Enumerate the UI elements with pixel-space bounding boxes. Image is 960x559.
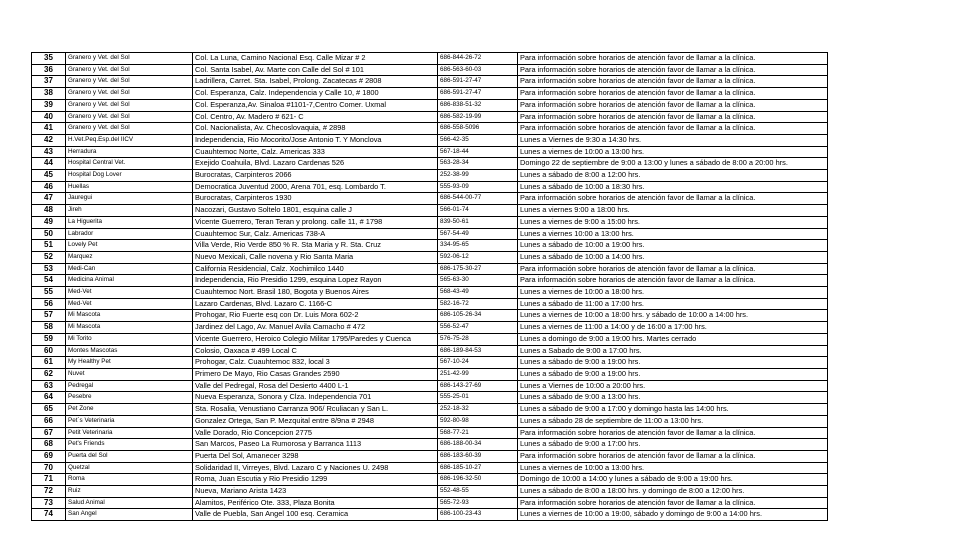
table-row	[32, 392, 828, 404]
clinic-name: Herradura	[66, 146, 193, 158]
clinic-hours: Lunes a viernes 10:00 a 13:00 hrs.	[518, 228, 828, 240]
clinic-name: Granero y Vet. del Sol	[66, 123, 193, 135]
clinic-address: Solidaridad II, Virreyes, Blvd. Lazaro C y Naciones U. 2498	[193, 462, 438, 474]
clinic-name: La Higuerita	[66, 216, 193, 228]
table-row	[32, 146, 828, 158]
table-row	[32, 275, 828, 287]
clinic-phone: 686-185-10-27	[438, 462, 518, 474]
clinic-number: 54	[32, 275, 66, 287]
clinic-hours: Lunes a Viernes de 10:00 a 20:00 hrs.	[518, 380, 828, 392]
clinic-hours: Lunes a sábado de 10:00 a 18:30 hrs.	[518, 181, 828, 193]
clinic-phone: 686-100-23-43	[438, 509, 518, 521]
clinic-phone: 555-93-09	[438, 181, 518, 193]
clinic-hours: Lunes a sábado de 9:00 a 17:00 hrs.	[518, 439, 828, 451]
table-row	[32, 170, 828, 182]
clinic-hours: Para información sobre horarios de atención favor de llamar a la clínica.	[518, 263, 828, 275]
clinic-hours: Lunes a sábado de 9:00 a 13:00 hrs.	[518, 392, 828, 404]
clinic-phone: 565-63-30	[438, 275, 518, 287]
clinic-hours: Lunes a Sabado de 9:00 a 17:00 hrs.	[518, 345, 828, 357]
clinic-name: Mi Torito	[66, 333, 193, 345]
clinic-address: Valle del Pedregal, Rosa del Desierto 4400 L-1	[193, 380, 438, 392]
table-row	[32, 450, 828, 462]
table-row	[32, 228, 828, 240]
table-row	[32, 99, 828, 111]
table-row	[32, 427, 828, 439]
clinic-name: Medi-Can	[66, 263, 193, 275]
clinic-address: Lazaro Cardenas, Blvd. Lazaro C. 1166-C	[193, 298, 438, 310]
clinic-phone: 686-582-19-99	[438, 111, 518, 123]
clinic-phone: 686-105-26-34	[438, 310, 518, 322]
table-row	[32, 240, 828, 252]
clinic-number: 55	[32, 287, 66, 299]
clinic-address: Democratica Juventud 2000, Arena 701, esq. Lombardo T.	[193, 181, 438, 193]
clinic-hours: Lunes a sábado de 10:00 a 19:00 hrs.	[518, 240, 828, 252]
clinic-phone: 251-42-99	[438, 368, 518, 380]
clinic-hours: Para información sobre horarios de atención favor de llamar a la clínica.	[518, 193, 828, 205]
clinic-name: Granero y Vet. del Sol	[66, 76, 193, 88]
clinic-number: 62	[32, 368, 66, 380]
clinic-phone: 686-188-00-34	[438, 439, 518, 451]
table-row	[32, 76, 828, 88]
clinic-hours: Para información sobre horarios de atención favor de llamar a la clínica.	[518, 64, 828, 76]
clinic-phone: 555-25-01	[438, 392, 518, 404]
clinic-hours: Para información sobre horarios de atención favor de llamar a la clínica.	[518, 497, 828, 509]
clinic-hours: Lunes a sábado de 11:00 a 17:00 hrs.	[518, 298, 828, 310]
clinic-hours: Lunes a sábado 28 de septiembre de 11:00 a 13:00 hrs.	[518, 415, 828, 427]
clinic-phone: 592-80-98	[438, 415, 518, 427]
clinic-phone: 576-75-28	[438, 333, 518, 345]
clinic-hours: Domingo de 10:00 a 14:00 y lunes a sábado de 9:00 a 19:00 hrs.	[518, 474, 828, 486]
clinic-number: 59	[32, 333, 66, 345]
clinic-address: Independencia, Rio Presidio 1299, esquina Lopez Rayon	[193, 275, 438, 287]
clinic-number: 67	[32, 427, 66, 439]
clinic-hours: Para información sobre horarios de atención favor de llamar a la clínica.	[518, 53, 828, 65]
clinic-address: Ladrillera, Carret. Sta. Isabel, Prolong. Zacatecas # 2808	[193, 76, 438, 88]
clinic-hours: Lunes a sábado de 9:00 a 19:00 hrs.	[518, 368, 828, 380]
clinic-phone: 686-183-60-39	[438, 450, 518, 462]
clinic-phone: 567-18-44	[438, 146, 518, 158]
table-row	[32, 53, 828, 65]
clinic-phone: 566-42-35	[438, 134, 518, 146]
clinic-phone: 334-95-65	[438, 240, 518, 252]
clinic-number: 69	[32, 450, 66, 462]
clinic-name: Granero y Vet. del Sol	[66, 111, 193, 123]
table-row	[32, 474, 828, 486]
clinic-hours: Lunes a sábado de 10:00 a 14:00 hrs.	[518, 251, 828, 263]
clinic-phone: 567-54-49	[438, 228, 518, 240]
clinic-phone: 552-48-55	[438, 486, 518, 498]
table-row	[32, 310, 828, 322]
clinic-hours: Para información sobre horarios de atención favor de llamar a la clínica.	[518, 123, 828, 135]
clinic-hours: Para información sobre horarios de atención favor de llamar a la clínica.	[518, 450, 828, 462]
clinic-name: Quetzal	[66, 462, 193, 474]
clinic-name: Pet's Friends	[66, 439, 193, 451]
clinic-number: 72	[32, 486, 66, 498]
clinic-address: Col. Centro, Av. Madero # 621- C	[193, 111, 438, 123]
clinic-number: 70	[32, 462, 66, 474]
clinic-address: Vicente Guerrero, Heroico Colegio Militar 1795/Paredes y Cuenca	[193, 333, 438, 345]
clinic-table	[31, 52, 828, 521]
clinic-phone: 686-591-27-47	[438, 88, 518, 100]
clinic-phone: 686-563-60-03	[438, 64, 518, 76]
clinic-number: 53	[32, 263, 66, 275]
clinic-table-container	[31, 52, 828, 521]
clinic-address: Valle Dorado, Rio Concepcion 2775	[193, 427, 438, 439]
clinic-address: Col. Esperanza, Calz. Independencia y Calle 10, # 1800	[193, 88, 438, 100]
clinic-hours: Lunes a viernes de 10:00 a 18:00 hrs. y sábado de 10:00 a 14:00 hrs.	[518, 310, 828, 322]
clinic-number: 39	[32, 99, 66, 111]
clinic-name: My Healthy Pet	[66, 357, 193, 369]
clinic-address: Villa Verde, Rio Verde 850 % R. Sta Maria y R. Sta. Cruz	[193, 240, 438, 252]
clinic-phone: 686-591-27-47	[438, 76, 518, 88]
table-row	[32, 111, 828, 123]
clinic-hours: Para información sobre horarios de atención favor de llamar a la clínica.	[518, 111, 828, 123]
clinic-name: Medicina Animal	[66, 275, 193, 287]
table-row	[32, 216, 828, 228]
table-row	[32, 298, 828, 310]
clinic-phone: 556-52-47	[438, 322, 518, 334]
table-row	[32, 193, 828, 205]
clinic-phone: 568-43-49	[438, 287, 518, 299]
clinic-number: 35	[32, 53, 66, 65]
clinic-address: Col. La Luna, Camino Nacional Esq. Calle Mizar # 2	[193, 53, 438, 65]
clinic-name: Mi Mascota	[66, 310, 193, 322]
table-row	[32, 134, 828, 146]
clinic-number: 45	[32, 170, 66, 182]
clinic-number: 52	[32, 251, 66, 263]
clinic-name: Ruiz	[66, 486, 193, 498]
table-row	[32, 462, 828, 474]
clinic-phone: 686-196-32-50	[438, 474, 518, 486]
table-row	[32, 181, 828, 193]
clinic-hours: Para información sobre horarios de atención favor de llamar a la clínica.	[518, 427, 828, 439]
clinic-number: 65	[32, 404, 66, 416]
clinic-number: 42	[32, 134, 66, 146]
clinic-number: 50	[32, 228, 66, 240]
table-row	[32, 251, 828, 263]
clinic-phone: 565-72-93	[438, 497, 518, 509]
clinic-name: Labrador	[66, 228, 193, 240]
clinic-phone: 592-06-12	[438, 251, 518, 263]
clinic-phone: 686-189-84-53	[438, 345, 518, 357]
clinic-name: Puerta del Sol	[66, 450, 193, 462]
table-row	[32, 404, 828, 416]
clinic-address: Gonzalez Ortega, San P. Mezquital entre 8/9na # 2948	[193, 415, 438, 427]
clinic-phone: 566-01-74	[438, 205, 518, 217]
clinic-name: Pet´s Veterinaria	[66, 415, 193, 427]
clinic-number: 57	[32, 310, 66, 322]
clinic-number: 68	[32, 439, 66, 451]
clinic-address: Colosio, Oaxaca # 499 Local C	[193, 345, 438, 357]
clinic-table-body	[32, 53, 828, 521]
clinic-address: Cuauhtemoc Sur, Calz. Americas 738-A	[193, 228, 438, 240]
clinic-address: Col. Nacionalista, Av. Checoslovaquia, # 2898	[193, 123, 438, 135]
clinic-phone: 686-844-26-72	[438, 53, 518, 65]
table-row	[32, 439, 828, 451]
clinic-address: Prohogar, Calz. Cuauhtemoc 832, local 3	[193, 357, 438, 369]
clinic-address: Puerta Del Sol, Amanecer 3298	[193, 450, 438, 462]
table-row	[32, 287, 828, 299]
clinic-address: Roma, Juan Escutia y Rio Presidio 1299	[193, 474, 438, 486]
clinic-name: Mi Mascota	[66, 322, 193, 334]
clinic-address: Burocratas, Carpinteros 2066	[193, 170, 438, 182]
table-row	[32, 88, 828, 100]
clinic-number: 58	[32, 322, 66, 334]
clinic-name: Pet Zone	[66, 404, 193, 416]
clinic-number: 41	[32, 123, 66, 135]
clinic-name: Nuvet	[66, 368, 193, 380]
table-row	[32, 368, 828, 380]
clinic-name: Granero y Vet. del Sol	[66, 99, 193, 111]
clinic-name: Pedregal	[66, 380, 193, 392]
clinic-hours: Lunes a sábado de 9:00 a 17:00 y domingo hasta las 14:00 hrs.	[518, 404, 828, 416]
clinic-name: Roma	[66, 474, 193, 486]
clinic-phone: 567-10-24	[438, 357, 518, 369]
clinic-name: Granero y Vet. del Sol	[66, 88, 193, 100]
clinic-address: Jardinez del Lago, Av. Manuel Avila Camacho # 472	[193, 322, 438, 334]
clinic-number: 47	[32, 193, 66, 205]
clinic-address: Sta. Rosalia, Venustiano Carranza 906/ Rculiacan y San L.	[193, 404, 438, 416]
table-row	[32, 357, 828, 369]
clinic-address: Independencia, Rio Mocorito/Jose Antonio T. Y Monclova	[193, 134, 438, 146]
table-row	[32, 497, 828, 509]
clinic-hours: Lunes a sábado de 8:00 a 18:00 hrs. y domingo de 8:00 a 12:00 hrs.	[518, 486, 828, 498]
clinic-name: Granero y Vet. del Sol	[66, 64, 193, 76]
clinic-phone: 686-544-00-77	[438, 193, 518, 205]
clinic-name: Hospital Dog Lover	[66, 170, 193, 182]
clinic-name: Med-Vet	[66, 287, 193, 299]
clinic-hours: Lunes a viernes de 10:00 a 19:00, sábado y domingo de 9:00 a 14:00 hrs.	[518, 509, 828, 521]
clinic-phone: 252-38-99	[438, 170, 518, 182]
clinic-address: Vicente Guerrero, Teran Teran y prolong. calle 11, # 1798	[193, 216, 438, 228]
clinic-address: Nueva, Mariano Arista 1423	[193, 486, 438, 498]
table-row	[32, 380, 828, 392]
clinic-number: 64	[32, 392, 66, 404]
clinic-name: Lovely Pet	[66, 240, 193, 252]
clinic-hours: Lunes a Viernes de 9:30 a 14:30 hrs.	[518, 134, 828, 146]
clinic-name: Med-Vet	[66, 298, 193, 310]
clinic-name: Huellas	[66, 181, 193, 193]
clinic-name: Marquez	[66, 251, 193, 263]
table-row	[32, 415, 828, 427]
clinic-address: San Marcos, Paseo La Rumorosa y Barranca 1113	[193, 439, 438, 451]
clinic-name: Salud Animal	[66, 497, 193, 509]
clinic-phone: 839-50-61	[438, 216, 518, 228]
clinic-number: 60	[32, 345, 66, 357]
clinic-address: Nacozari, Gustavo Soltelo 1801, esquina calle J	[193, 205, 438, 217]
clinic-name: Jauregui	[66, 193, 193, 205]
clinic-name: San Angel	[66, 509, 193, 521]
clinic-address: Cuauhtemoc Norte, Calz. Americas 333	[193, 146, 438, 158]
clinic-hours: Para información sobre horarios de atención favor de llamar a la clínica.	[518, 99, 828, 111]
clinic-phone: 568-77-21	[438, 427, 518, 439]
clinic-address: Alamitos, Periférico Ote. 333, Plaza Bonita	[193, 497, 438, 509]
clinic-name: Jireh	[66, 205, 193, 217]
clinic-number: 37	[32, 76, 66, 88]
clinic-name: Granero y Vet. del Sol	[66, 53, 193, 65]
clinic-phone: 582-16-72	[438, 298, 518, 310]
clinic-address: Valle de Puebla, San Angel 100 esq. Ceramica	[193, 509, 438, 521]
clinic-number: 51	[32, 240, 66, 252]
clinic-address: Prohogar, Rio Fuerte esq con Dr. Luis Mora 602-2	[193, 310, 438, 322]
clinic-phone: 686-838-51-32	[438, 99, 518, 111]
clinic-address: Cuauhtemoc Nort. Brasil 180, Bogota y Buenos Aires	[193, 287, 438, 299]
clinic-number: 49	[32, 216, 66, 228]
clinic-address: Col. Santa Isabel, Av. Marte con Calle del Sol # 101	[193, 64, 438, 76]
clinic-number: 46	[32, 181, 66, 193]
clinic-number: 44	[32, 158, 66, 170]
clinic-hours: Lunes a domingo de 9:00 a 19:00 hrs. Martes cerrado	[518, 333, 828, 345]
clinic-address: Exejido Coahuila, Blvd. Lazaro Cardenas 526	[193, 158, 438, 170]
clinic-number: 36	[32, 64, 66, 76]
clinic-phone: 686-175-30-27	[438, 263, 518, 275]
clinic-name: H.Vet.Peq.Esp.del IICV	[66, 134, 193, 146]
clinic-phone: 252-18-32	[438, 404, 518, 416]
clinic-number: 63	[32, 380, 66, 392]
clinic-hours: Para información sobre horarios de atención favor de llamar a la clínica.	[518, 88, 828, 100]
clinic-number: 43	[32, 146, 66, 158]
clinic-address: Nuevo Mexicali, Calle novena y Rio Santa Maria	[193, 251, 438, 263]
clinic-phone: 563-28-34	[438, 158, 518, 170]
clinic-name: Petit Veterinaria	[66, 427, 193, 439]
clinic-address: Nueva Esperanza, Sonora y Clza. Independencia 701	[193, 392, 438, 404]
table-row	[32, 263, 828, 275]
clinic-hours: Para información sobre horarios de atención favor de llamar a la clínica.	[518, 76, 828, 88]
table-row	[32, 123, 828, 135]
table-row	[32, 345, 828, 357]
table-row	[32, 333, 828, 345]
clinic-hours: Domingo 22 de septiembre de 9:00 a 13:00 y lunes a sábado de 8:00 a 20:00 hrs.	[518, 158, 828, 170]
clinic-number: 56	[32, 298, 66, 310]
clinic-address: Col. Esperanza,Av. Sinaloa #1101-7,Centro Comer. Uxmal	[193, 99, 438, 111]
table-row	[32, 158, 828, 170]
clinic-hours: Lunes a viernes de 11:00 a 14:00 y de 16:00 a 17:00 hrs.	[518, 322, 828, 334]
clinic-number: 38	[32, 88, 66, 100]
clinic-number: 66	[32, 415, 66, 427]
clinic-name: Hospital Central Vet.	[66, 158, 193, 170]
clinic-phone: 686-558-5096	[438, 123, 518, 135]
table-row	[32, 322, 828, 334]
clinic-number: 71	[32, 474, 66, 486]
clinic-name: Pesebre	[66, 392, 193, 404]
clinic-hours: Lunes a viernes de 10:00 a 13:00 hrs.	[518, 462, 828, 474]
table-row	[32, 509, 828, 521]
clinic-phone: 686-143-27-69	[438, 380, 518, 392]
clinic-number: 74	[32, 509, 66, 521]
clinic-name: Montes Mascotas	[66, 345, 193, 357]
clinic-hours: Lunes a sábado de 8:00 a 12:00 hrs.	[518, 170, 828, 182]
clinic-number: 48	[32, 205, 66, 217]
clinic-number: 61	[32, 357, 66, 369]
table-row	[32, 64, 828, 76]
clinic-hours: Lunes a viernes de 10:00 a 18:00 hrs.	[518, 287, 828, 299]
clinic-address: Primero De Mayo, Rio Casas Grandes 2590	[193, 368, 438, 380]
clinic-address: Burocratas, Carpinteros 1930	[193, 193, 438, 205]
clinic-address: California Residencial, Calz. Xochimilco 1440	[193, 263, 438, 275]
table-row	[32, 486, 828, 498]
clinic-number: 73	[32, 497, 66, 509]
clinic-number: 40	[32, 111, 66, 123]
clinic-hours: Lunes a sábado de 9:00 a 19:00 hrs.	[518, 357, 828, 369]
clinic-hours: Lunes a viernes de 9:00 a 15:00 hrs.	[518, 216, 828, 228]
clinic-hours: Lunes a viernes 9:00 a 18:00 hrs.	[518, 205, 828, 217]
clinic-hours: Lunes a viernes de 10:00 a 13:00 hrs.	[518, 146, 828, 158]
clinic-hours: Para información sobre horarios de atención favor de llamar a la clínica.	[518, 275, 828, 287]
table-row	[32, 205, 828, 217]
